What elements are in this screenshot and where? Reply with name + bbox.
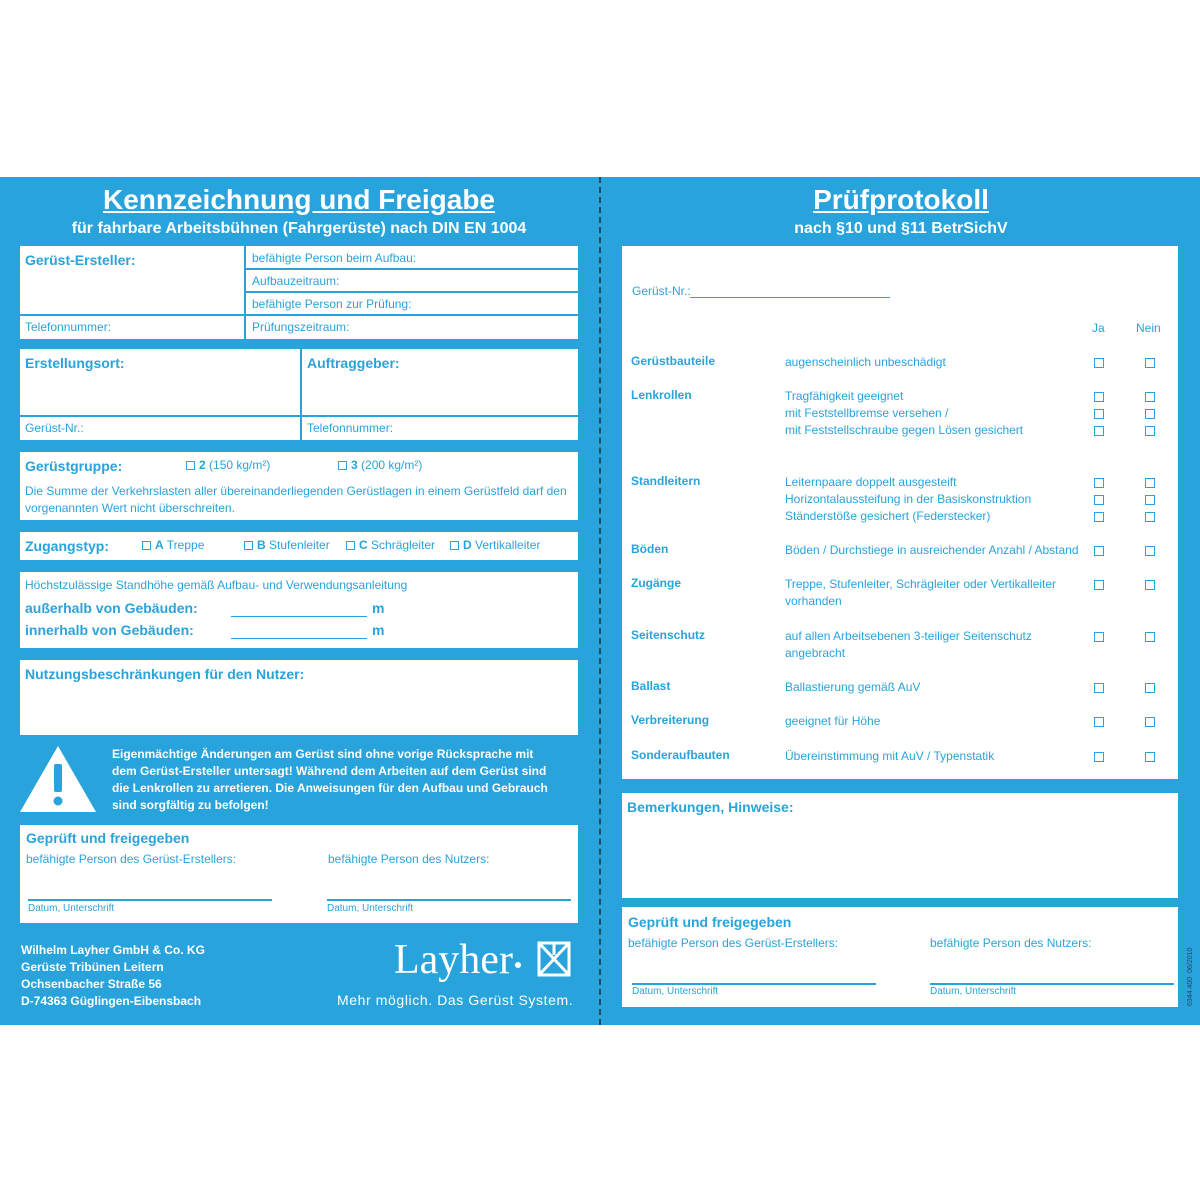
- geruest-nr-field[interactable]: Gerüst-Nr.:: [25, 421, 84, 435]
- nein-checkbox[interactable]: [1145, 632, 1155, 642]
- signature-caption-2: Datum, Unterschrift: [327, 903, 414, 914]
- nein-checkbox[interactable]: [1145, 683, 1155, 693]
- ja-checkbox[interactable]: [1094, 392, 1104, 402]
- ja-checkbox[interactable]: [1094, 580, 1104, 590]
- cut-line: [599, 177, 601, 1025]
- protocol-table: [622, 246, 1178, 779]
- left-subtitle: für fahrbare Arbeitsbühnen (Fahrgerüste) nach DIN EN 1004: [71, 220, 527, 237]
- signature-line-1[interactable]: [632, 969, 876, 985]
- section-nutzungsbeschraenkungen[interactable]: [20, 660, 578, 735]
- right-title: Prüfprotokoll: [813, 184, 989, 215]
- section-geruestgruppe: [20, 452, 578, 520]
- innerhalb-label: innerhalb von Gebäuden:: [25, 622, 194, 638]
- approval-person1-label: befähigte Person des Gerüst-Erstellers:: [26, 852, 237, 866]
- ausserhalb-input[interactable]: [231, 600, 367, 617]
- zugang-b-checkbox[interactable]: B Stufenleiter: [244, 538, 330, 552]
- checkbox-icon: [346, 541, 355, 550]
- signature-line-2[interactable]: [327, 885, 571, 901]
- company-line-2: Gerüste Tribünen Leitern: [21, 960, 164, 974]
- section-ort: [20, 349, 578, 440]
- check-row-item: mit Feststellbremse versehen /: [785, 406, 949, 420]
- checkbox-icon: [142, 541, 151, 550]
- check-row-label: Gerüstbauteile: [631, 354, 716, 368]
- ja-checkbox[interactable]: [1094, 752, 1104, 762]
- aufbauzeitraum-field[interactable]: Aufbauzeitraum:: [252, 274, 340, 288]
- section-ersteller: [20, 246, 578, 339]
- ja-checkbox[interactable]: [1094, 683, 1104, 693]
- ja-checkbox[interactable]: [1094, 358, 1104, 368]
- check-row-item: Horizontalaussteifung in der Basiskonstruktion: [785, 492, 1032, 506]
- nein-checkbox[interactable]: [1145, 426, 1155, 436]
- nein-checkbox[interactable]: [1145, 409, 1155, 419]
- last-note: Die Summe der Verkehrslasten aller übereinanderliegenden Gerüstlagen in einem Gerüstfeld darf den vorgenannten Wert nicht überschreiten.: [25, 484, 567, 515]
- warning-icon: [18, 744, 98, 814]
- check-row-item: Ballastierung gemäß AuV: [785, 680, 921, 694]
- ja-checkbox[interactable]: [1094, 546, 1104, 556]
- nein-checkbox[interactable]: [1145, 580, 1155, 590]
- geruestgruppe-label: Gerüstgruppe:: [25, 458, 123, 474]
- nein-checkbox[interactable]: [1145, 495, 1155, 505]
- check-row-item: augenscheinlich unbeschädigt: [785, 355, 946, 369]
- signature-caption-1: Datum, Unterschrift: [28, 903, 115, 914]
- befaehigt-aufbau-field[interactable]: befähigte Person beim Aufbau:: [252, 251, 417, 265]
- ja-checkbox[interactable]: [1094, 426, 1104, 436]
- check-row-item: Ständerstöße gesichert (Federstecker): [785, 509, 991, 523]
- company-line-3: Ochsenbacher Straße 56: [21, 977, 162, 991]
- protocol-geruest-nr-label: Gerüst-Nr.:: [632, 284, 691, 298]
- ausserhalb-unit: m: [372, 600, 385, 616]
- erstellungsort-label: Erstellungsort:: [25, 355, 125, 371]
- nutzung-label: Nutzungsbeschränkungen für den Nutzer:: [25, 666, 305, 682]
- approval-person2-label: befähigte Person des Nutzers:: [328, 852, 490, 866]
- ausserhalb-label: außerhalb von Gebäuden:: [25, 600, 198, 616]
- zugang-c-checkbox[interactable]: C Schrägleiter: [346, 538, 435, 552]
- gruppe-3-checkbox[interactable]: 3 (200 kg/m²): [338, 458, 422, 472]
- right-subtitle: nach §10 und §11 BetrSichV: [794, 220, 1008, 237]
- approval-title: Geprüft und freigegeben: [628, 914, 792, 930]
- check-row-item: Treppe, Stufenleiter, Schrägleiter oder Vertikalleiter vorhanden: [785, 577, 1057, 608]
- auftraggeber-label: Auftraggeber:: [307, 355, 400, 371]
- col-ja: Ja: [1092, 321, 1105, 335]
- check-row-item: Tragfähigkeit geeignet: [785, 389, 904, 403]
- warning-text: Eigenmächtige Änderungen am Gerüst sind ohne vorige Rücksprache mit dem Gerüst-Ersteller untersagt! Während dem Arbeiten auf dem Gerüst sind die Lenkrollen zu arretieren. Die Anweisungen für den Aufbau und Gebrauch sind sorgfältig zu befolgen!: [112, 747, 548, 812]
- ja-checkbox[interactable]: [1094, 409, 1104, 419]
- ersteller-label: Gerüst-Ersteller:: [25, 252, 136, 268]
- company-line-4: D-74363 Güglingen-Eibensbach: [21, 994, 202, 1008]
- checkbox-icon: [450, 541, 459, 550]
- telefon-field[interactable]: Telefonnummer:: [25, 320, 112, 334]
- col-nein: Nein: [1136, 321, 1161, 335]
- check-row-item: mit Feststellschraube gegen Lösen gesichert: [785, 423, 1024, 437]
- nein-checkbox[interactable]: [1145, 358, 1155, 368]
- approval-title: Geprüft und freigegeben: [26, 830, 190, 846]
- zugangstyp-label: Zugangstyp:: [25, 538, 109, 554]
- check-row-label: Lenkrollen: [631, 388, 692, 402]
- protocol-geruest-nr-input[interactable]: [690, 282, 890, 298]
- ja-checkbox[interactable]: [1094, 632, 1104, 642]
- ja-checkbox[interactable]: [1094, 512, 1104, 522]
- layher-logo-text: Layher: [394, 937, 513, 983]
- logo-dot: [515, 962, 521, 968]
- left-title: Kennzeichnung und Freigabe: [102, 184, 495, 215]
- gruppe-2-checkbox[interactable]: 2 (150 kg/m²): [186, 458, 270, 472]
- check-row-item: Übereinstimmung mit AuV / Typenstatik: [785, 749, 995, 763]
- layher-brand-icon: [537, 941, 571, 977]
- approval-person2-label: befähigte Person des Nutzers:: [930, 936, 1092, 950]
- nein-checkbox[interactable]: [1145, 478, 1155, 488]
- check-row-label: Ballast: [631, 679, 671, 693]
- slogan: Mehr möglich. Das Gerüst System.: [337, 992, 574, 1008]
- checkbox-icon: [186, 461, 195, 470]
- check-row-label: Sonderaufbauten: [631, 748, 730, 762]
- befaehigt-pruefung-field[interactable]: befähigte Person zur Prüfung:: [252, 297, 412, 311]
- check-row-item: Leiternpaare doppelt ausgesteift: [785, 475, 957, 489]
- nein-checkbox[interactable]: [1145, 392, 1155, 402]
- approval-person1-label: befähigte Person des Gerüst-Erstellers:: [628, 936, 839, 950]
- signature-caption-1: Datum, Unterschrift: [632, 986, 719, 997]
- ja-checkbox[interactable]: [1094, 478, 1104, 488]
- signature-caption-2: Datum, Unterschrift: [930, 986, 1017, 997]
- standhoehe-heading: Höchstzulässige Standhöhe gemäß Aufbau- und Verwendungsanleitung: [25, 578, 408, 592]
- check-row-item: geeignet für Höhe: [785, 714, 881, 728]
- innerhalb-unit: m: [372, 622, 385, 638]
- checkbox-icon: [338, 461, 347, 470]
- check-row-label: Verbreiterung: [631, 713, 710, 727]
- check-row-label: Seitenschutz: [631, 628, 706, 642]
- form-code: 6344.400 06/2010: [1187, 947, 1194, 1006]
- signature-line-1[interactable]: [28, 885, 272, 901]
- remarks-label: Bemerkungen, Hinweise:: [627, 799, 794, 815]
- zugang-a-checkbox[interactable]: A Treppe: [142, 538, 204, 552]
- check-row-label: Standleitern: [631, 474, 701, 488]
- ja-checkbox[interactable]: [1094, 717, 1104, 727]
- pruefungszeitraum-field[interactable]: Prüfungszeitraum:: [252, 320, 350, 334]
- zugang-d-checkbox[interactable]: D Vertikalleiter: [450, 538, 540, 552]
- auftraggeber-telefon-field[interactable]: Telefonnummer:: [307, 421, 394, 435]
- check-row-item: auf allen Arbeitsebenen 3-teiliger Seitenschutz angebracht: [785, 629, 1032, 660]
- signature-line-2[interactable]: [930, 969, 1174, 985]
- section-approval-right: [622, 907, 1178, 1007]
- nein-checkbox[interactable]: [1145, 717, 1155, 727]
- section-approval-left: [20, 825, 578, 923]
- section-zugangstyp: [20, 532, 578, 560]
- innerhalb-input[interactable]: [231, 622, 367, 639]
- check-row-label: Zugänge: [631, 576, 681, 590]
- check-row-item: Böden / Durchstiege in ausreichender Anzahl / Abstand: [785, 543, 1079, 557]
- ja-checkbox[interactable]: [1094, 495, 1104, 505]
- section-remarks[interactable]: [622, 793, 1178, 898]
- nein-checkbox[interactable]: [1145, 512, 1155, 522]
- section-standhoehe: [20, 572, 578, 648]
- checkbox-icon: [244, 541, 253, 550]
- nein-checkbox[interactable]: [1145, 752, 1155, 762]
- company-line-1: Wilhelm Layher GmbH & Co. KG: [21, 943, 205, 957]
- check-row-label: Böden: [631, 542, 669, 556]
- nein-checkbox[interactable]: [1145, 546, 1155, 556]
